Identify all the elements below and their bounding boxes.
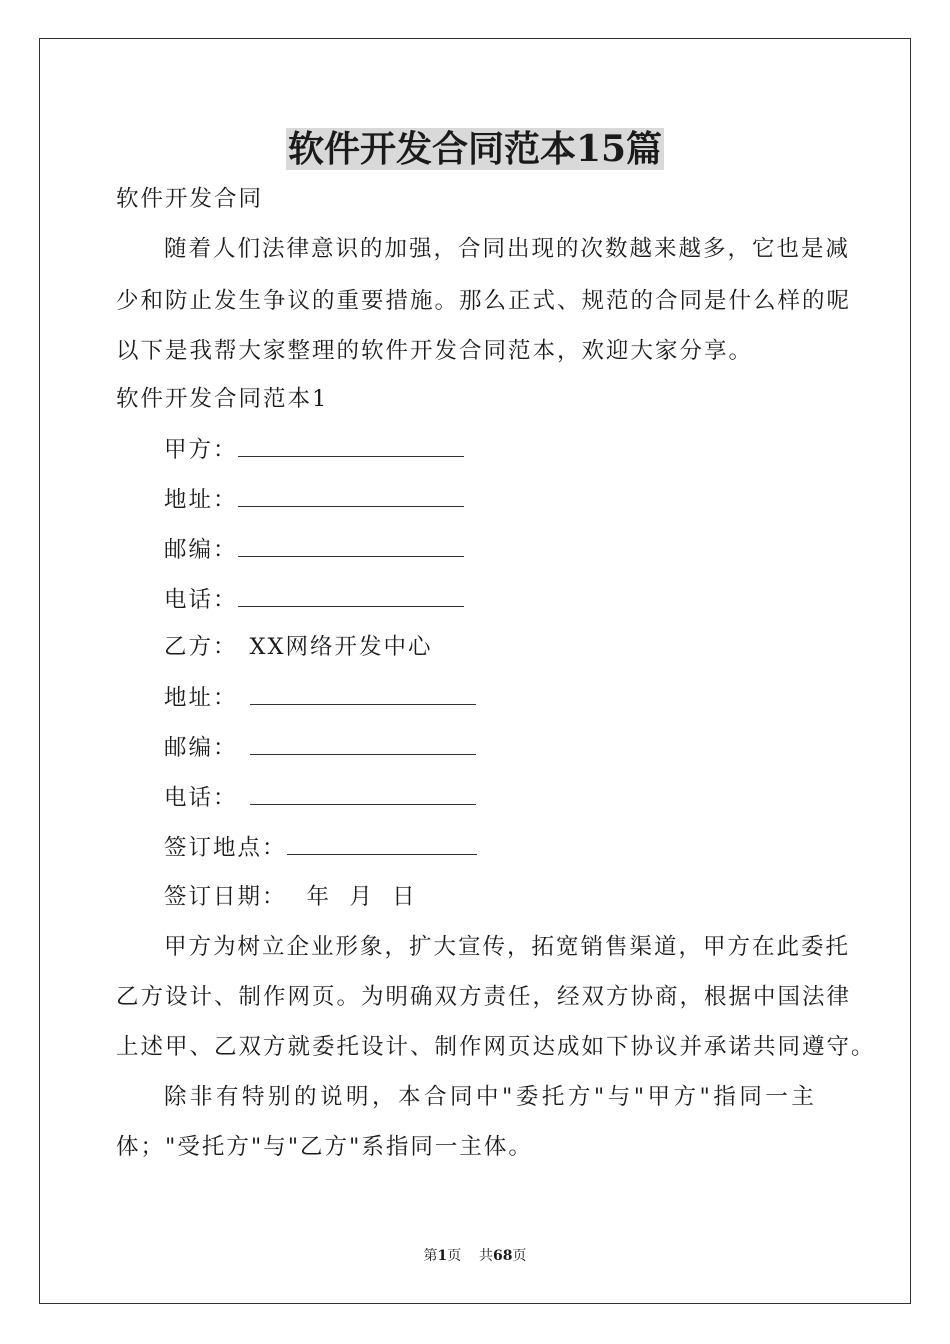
body-line-3: 上述甲、乙双方就委托设计、制作网页达成如下协议并承诺共同遵守。 bbox=[116, 1034, 876, 1060]
body-line-4: 除非有特别的说明，本合同中"委托方"与"甲方"指同一主 bbox=[164, 1084, 818, 1110]
party-a-phone-blank bbox=[238, 584, 464, 607]
party-a-phone-row bbox=[164, 584, 464, 615]
party-a-address-label: 地址： bbox=[164, 487, 238, 513]
intro-line-2: 少和防止发生争议的重要措施。那么正式、规范的合同是什么样的呢 bbox=[116, 288, 852, 314]
footer-total-suffix: 页 bbox=[512, 1248, 527, 1264]
footer-total-number: 68 bbox=[493, 1248, 513, 1264]
footer-page-suffix: 页 bbox=[447, 1248, 462, 1264]
party-a-zip-row bbox=[164, 534, 464, 565]
party-a-name-row bbox=[164, 434, 464, 465]
party-a-name-label: 甲方： bbox=[164, 437, 238, 463]
party-b-zip-label: 邮编： bbox=[164, 735, 238, 761]
party-b-address-blank bbox=[250, 682, 476, 705]
party-b-address-row bbox=[164, 682, 476, 713]
heading-contract: 软件开发合同 bbox=[116, 186, 264, 212]
body-line-2: 乙方设计、制作网页。为明确双方责任，经双方协商，根据中国法律 bbox=[116, 984, 852, 1010]
party-a-zip-blank bbox=[238, 534, 464, 557]
intro-line-3: 以下是我帮大家整理的软件开发合同范本，欢迎大家分享。 bbox=[116, 338, 754, 364]
section-title: 软件开发合同范本1 bbox=[116, 386, 329, 412]
party-b-address-label: 地址： bbox=[164, 685, 238, 711]
footer-page-number: 1 bbox=[437, 1248, 448, 1264]
party-b-phone-label: 电话： bbox=[164, 785, 238, 811]
sign-date-value: 年 月 日 bbox=[306, 884, 417, 910]
party-a-address-blank bbox=[238, 484, 464, 507]
document-title-text: 软件开发合同范本15篇 bbox=[287, 128, 663, 170]
sign-place-label: 签订地点： bbox=[164, 835, 287, 861]
party-b-name-label: 乙方： bbox=[164, 634, 238, 660]
party-a-address-row bbox=[164, 484, 464, 515]
sign-date-row bbox=[164, 882, 417, 912]
body-line-5: 体；"受托方"与"乙方"系指同一主体。 bbox=[116, 1134, 533, 1160]
body-line-1: 甲方为树立企业形象，扩大宣传，拓宽销售渠道，甲方在此委托 bbox=[164, 934, 851, 960]
sign-place-row bbox=[164, 832, 477, 863]
page-footer bbox=[0, 1246, 950, 1266]
party-b-phone-blank bbox=[250, 782, 476, 805]
intro-line-1: 随着人们法律意识的加强，合同出现的次数越来越多，它也是减 bbox=[164, 236, 851, 262]
sign-place-blank bbox=[287, 832, 477, 855]
footer-page-prefix: 第 bbox=[423, 1248, 438, 1264]
party-b-zip-row bbox=[164, 732, 476, 763]
party-b-name-row bbox=[164, 632, 433, 662]
party-b-name-value: XX网络开发中心 bbox=[249, 634, 433, 660]
party-a-zip-label: 邮编： bbox=[164, 537, 238, 563]
document-title bbox=[0, 124, 950, 174]
party-a-phone-label: 电话： bbox=[164, 587, 238, 613]
footer-total-prefix: 共 bbox=[479, 1248, 494, 1264]
party-b-phone-row bbox=[164, 782, 476, 813]
sign-date-label: 签订日期： bbox=[164, 884, 287, 910]
party-a-name-blank bbox=[238, 434, 464, 457]
page-border bbox=[39, 38, 911, 1304]
party-b-zip-blank bbox=[250, 732, 476, 755]
